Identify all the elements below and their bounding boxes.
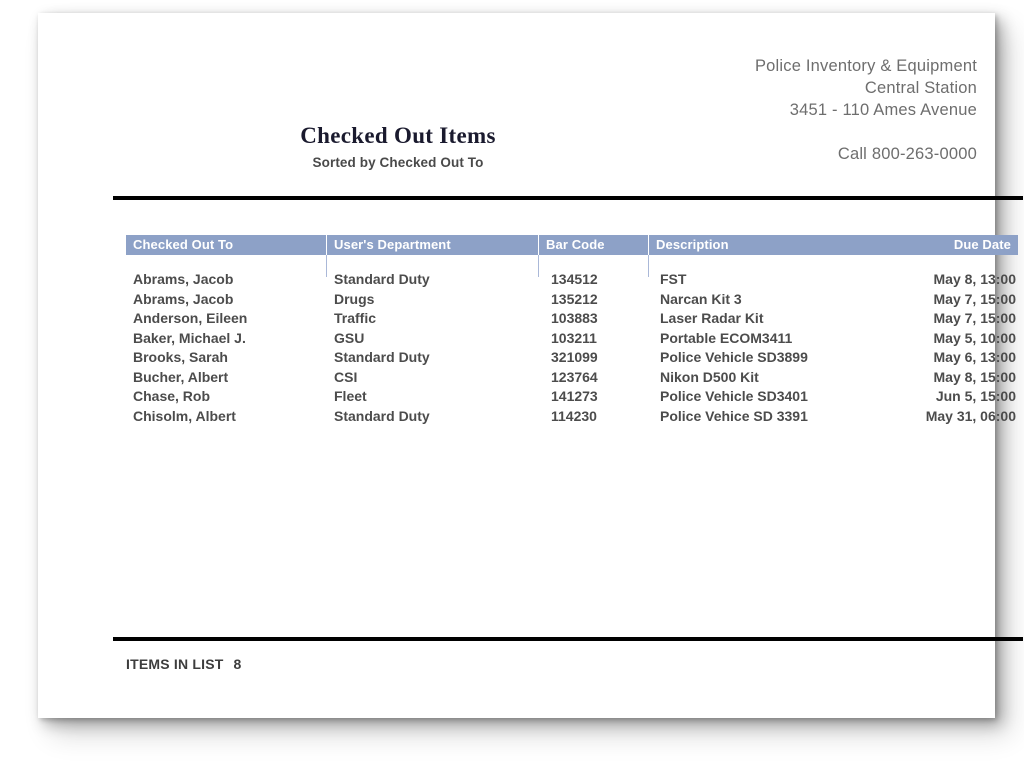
items-in-list-count: 8 <box>233 656 242 672</box>
cell-bar-code: 103211 <box>551 329 597 346</box>
cell-description: Laser Radar Kit <box>660 310 764 326</box>
cell-due-date: May 5, 10:00 <box>933 329 1016 346</box>
cell-bar-code: 134512 <box>551 271 598 287</box>
table-body <box>126 271 1018 427</box>
column-header-description[interactable]: Description <box>656 237 729 252</box>
cell-department: Standard Duty <box>334 349 430 365</box>
column-header-bar-code[interactable]: Bar Code <box>546 237 605 252</box>
cell-due-date: May 7, 15:00 <box>933 310 1016 326</box>
table-header-row <box>126 235 1018 255</box>
cell-department: GSU <box>334 329 365 346</box>
letterhead <box>755 55 977 165</box>
cell-due-date: Jun 5, 15:00 <box>935 388 1016 404</box>
page-title: Checked Out Items <box>300 123 496 148</box>
table-row[interactable] <box>126 388 1018 408</box>
cell-department: Traffic <box>334 310 377 326</box>
cell-department: Fleet <box>334 388 367 404</box>
column-header-checked-out-to[interactable]: Checked Out To <box>133 237 234 252</box>
cell-department: Standard Duty <box>334 407 430 424</box>
table-row[interactable] <box>126 310 1018 330</box>
table-row[interactable] <box>126 271 1018 291</box>
letterhead-address: 3451 - 110 Ames Avenue <box>789 101 977 119</box>
cell-checked-out-to: Abrams, Jacob <box>133 290 234 307</box>
cell-description: Nikon D500 Kit <box>660 368 759 385</box>
cell-department: Drugs <box>334 290 375 307</box>
header-separator <box>648 235 649 255</box>
title-block <box>38 123 758 170</box>
cell-bar-code: 321099 <box>551 349 598 365</box>
table-row[interactable] <box>126 291 1018 311</box>
letterhead-station: Central Station <box>864 79 977 97</box>
page-subtitle: Sorted by Checked Out To <box>312 155 484 170</box>
cell-description: Police Vehicle SD3899 <box>660 349 808 365</box>
cell-bar-code: 135212 <box>551 290 598 307</box>
cell-due-date: May 31, 06:00 <box>925 407 1016 424</box>
cell-checked-out-to: Anderson, Eileen <box>133 310 248 326</box>
table-row[interactable] <box>126 330 1018 350</box>
cell-description: Portable ECOM3411 <box>660 329 793 346</box>
column-header-department[interactable]: User's Department <box>334 237 451 252</box>
cell-bar-code: 123764 <box>551 368 598 385</box>
report-page <box>38 13 1016 718</box>
cell-description: Police Vehicle SD3401 <box>660 388 808 404</box>
header-separator <box>326 235 327 255</box>
checked-out-items-table <box>126 235 1018 427</box>
letterhead-organization: Police Inventory & Equipment <box>754 57 977 75</box>
cell-due-date: May 6, 13:00 <box>933 349 1016 365</box>
cell-checked-out-to: Chase, Rob <box>133 388 211 404</box>
cell-checked-out-to: Chisolm, Albert <box>133 407 236 424</box>
items-in-list-footer <box>126 656 242 672</box>
divider-bottom <box>113 637 1023 641</box>
cell-description: FST <box>660 271 687 287</box>
letterhead-phone: Call 800-263-0000 <box>837 145 977 163</box>
divider-top <box>113 196 1023 200</box>
cell-due-date: May 7, 15:00 <box>933 290 1016 307</box>
cell-checked-out-to: Abrams, Jacob <box>133 271 234 287</box>
table-row[interactable] <box>126 349 1018 369</box>
table-row[interactable] <box>126 369 1018 389</box>
items-in-list-label: ITEMS IN LIST <box>126 656 224 672</box>
table-row[interactable] <box>126 408 1018 428</box>
cell-department: Standard Duty <box>334 271 430 287</box>
cell-bar-code: 114230 <box>551 407 597 424</box>
cell-checked-out-to: Baker, Michael J. <box>133 329 246 346</box>
cell-description: Police Vehice SD 3391 <box>660 407 808 424</box>
cell-checked-out-to: Brooks, Sarah <box>133 349 228 365</box>
cell-due-date: May 8, 15:00 <box>933 368 1016 385</box>
column-header-due-date[interactable]: Due Date <box>953 237 1011 252</box>
cell-bar-code: 141273 <box>551 388 598 404</box>
cell-bar-code: 103883 <box>551 310 598 326</box>
cell-checked-out-to: Bucher, Albert <box>133 368 229 385</box>
cell-due-date: May 8, 13:00 <box>933 271 1016 287</box>
cell-department: CSI <box>334 368 358 385</box>
header-separator <box>538 235 539 255</box>
cell-description: Narcan Kit 3 <box>660 290 742 307</box>
